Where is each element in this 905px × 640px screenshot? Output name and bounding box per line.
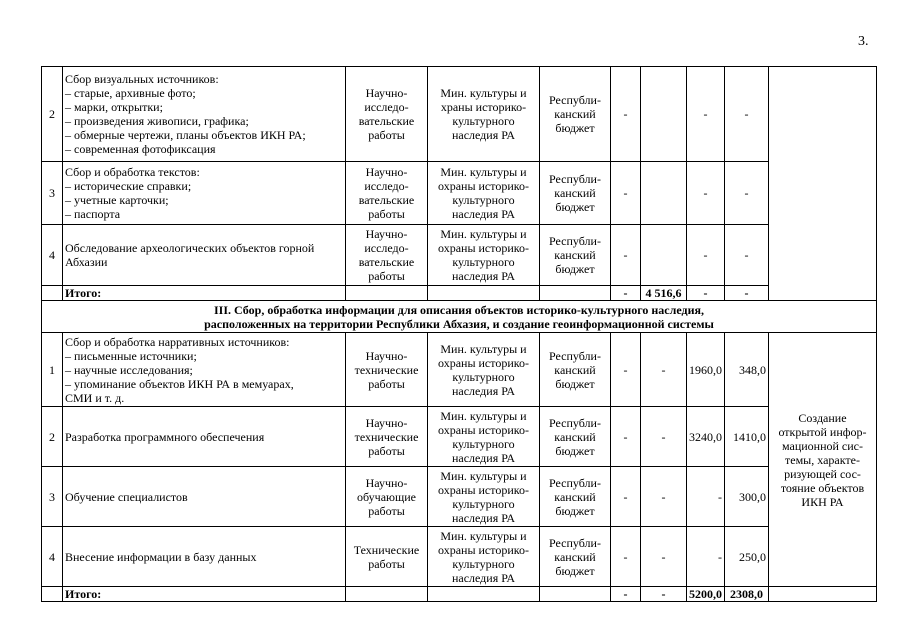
text-line: вательские [358, 255, 415, 269]
text-line: наследия РА [451, 570, 516, 585]
funding-source [540, 162, 611, 225]
value-cell: - [611, 67, 641, 162]
total-value: - [687, 286, 725, 301]
text-line: культурного [452, 255, 515, 269]
text-line: III. Сбор, обработка информации для описания объектов историко-культурного наследия, [213, 302, 705, 317]
text-line: – обмерные чертежи, планы объектов ИКН РА; [65, 128, 306, 142]
empty-cell [346, 587, 428, 602]
text-line: наследия РА [451, 510, 516, 525]
text-line: Абхазии [65, 255, 108, 269]
table-row [42, 162, 877, 225]
empty-cell [769, 587, 877, 602]
executor [428, 333, 540, 407]
text-line: наследия РА [451, 128, 516, 142]
text-line: бюджет [555, 563, 595, 578]
activity-description [63, 527, 346, 587]
value-cell: 3240,0 [687, 407, 725, 467]
text-line: Мин. культуры и [440, 165, 527, 179]
funding-source [540, 333, 611, 407]
text-line: тояние объектов [780, 480, 865, 495]
text-line: охраны историко- [438, 355, 529, 370]
text-line: работы [368, 503, 405, 518]
value-cell: - [687, 467, 725, 527]
text-line: работы [368, 269, 405, 283]
value-cell: 300,0 [725, 467, 769, 527]
text-line: темы, характе- [785, 452, 860, 467]
empty-cell [42, 587, 63, 602]
text-line: культурного [452, 556, 515, 571]
row-number: 2 [42, 407, 63, 467]
text-line: Создание [798, 410, 847, 425]
work-type [346, 527, 428, 587]
text-line: Обучение специалистов [65, 489, 188, 504]
program-table [41, 66, 877, 602]
text-line: Мин. культуры и [440, 341, 527, 356]
row-number: 3 [42, 162, 63, 225]
value-cell: - [611, 407, 641, 467]
text-line: расположенных на территории Республики Абхазия, и создание геоинформационной системы [204, 316, 714, 331]
text-line: исследо- [364, 241, 409, 255]
text-line: – современная фотофиксация [65, 142, 216, 156]
table-row [42, 407, 877, 467]
text-line: охраны историко- [438, 241, 529, 255]
total-value: 2308,0 [725, 587, 769, 602]
value-cell: 348,0 [725, 333, 769, 407]
total-value: 5200,0 [687, 587, 725, 602]
work-type [346, 467, 428, 527]
activity-description [63, 225, 346, 286]
text-line: Научно- [365, 227, 408, 241]
text-line: канский [554, 107, 596, 121]
table-row [42, 225, 877, 286]
work-type [346, 225, 428, 286]
text-line: открытой инфор- [778, 424, 867, 439]
text-line: – учетные карточки; [65, 193, 169, 207]
text-line: охраны историко- [438, 422, 529, 437]
text-line: Республи- [549, 93, 601, 107]
text-line: охраны историко- [438, 179, 529, 193]
activity-description [63, 162, 346, 225]
text-line: Сбор и обработка текстов: [65, 165, 200, 179]
empty-cell [346, 286, 428, 301]
text-line: Республи- [549, 475, 601, 490]
total-value: 4 516,6 [641, 286, 687, 301]
text-line: Мин. культуры и [440, 468, 527, 483]
activity-description [63, 467, 346, 527]
activity-description [63, 333, 346, 407]
funding-source [540, 225, 611, 286]
total-value: - [641, 587, 687, 602]
table-row [42, 67, 877, 162]
value-cell: - [725, 225, 769, 286]
value-cell [641, 225, 687, 286]
work-type [346, 407, 428, 467]
value-cell: - [725, 67, 769, 162]
text-line: канский [554, 549, 596, 564]
text-line: Мин. культуры и [440, 86, 527, 100]
value-cell: - [611, 225, 641, 286]
text-line: бюджет [555, 200, 595, 214]
text-line: работы [368, 556, 405, 571]
text-line: вательские [358, 114, 415, 128]
text-line: технические [354, 429, 419, 444]
text-line: исследо- [364, 100, 409, 114]
text-line: храны историко- [440, 100, 527, 114]
text-line: – марки, открытки; [65, 100, 163, 114]
funding-source [540, 467, 611, 527]
activity-description [63, 407, 346, 467]
total-value: - [611, 286, 641, 301]
value-cell: - [611, 467, 641, 527]
table-row [42, 333, 877, 407]
text-line: бюджет [555, 503, 595, 518]
value-cell: - [687, 67, 725, 162]
empty-cell [428, 587, 540, 602]
text-line: Мин. культуры и [440, 528, 527, 543]
empty-cell [42, 286, 63, 301]
text-line: культурного [452, 193, 515, 207]
total-value: - [725, 286, 769, 301]
text-line: охраны историко- [438, 482, 529, 497]
value-cell [641, 162, 687, 225]
result-cell [769, 67, 877, 301]
text-line: технические [354, 362, 419, 377]
row-number: 1 [42, 333, 63, 407]
value-cell: - [641, 407, 687, 467]
text-line: культурного [452, 369, 515, 384]
table-row [42, 467, 877, 527]
text-line: работы [368, 376, 405, 391]
value-cell: - [611, 162, 641, 225]
text-line: Внесение информации в базу данных [65, 549, 257, 564]
activity-description [63, 67, 346, 162]
value-cell: - [641, 467, 687, 527]
empty-cell [540, 587, 611, 602]
executor [428, 162, 540, 225]
text-line: – паспорта [65, 207, 121, 221]
text-line: – письменные источники; [65, 348, 197, 363]
text-line: бюджет [555, 121, 595, 135]
total-row [42, 286, 877, 301]
text-line: культурного [452, 496, 515, 511]
text-line: канский [554, 186, 596, 200]
section-header-row [42, 301, 877, 333]
executor [428, 467, 540, 527]
page-number: 3. [858, 34, 869, 49]
value-cell: 1960,0 [687, 333, 725, 407]
value-cell: - [725, 162, 769, 225]
total-label: Итого: [63, 286, 346, 301]
value-cell: - [687, 527, 725, 587]
row-number: 3 [42, 467, 63, 527]
text-line: Республи- [549, 535, 601, 550]
value-cell: 1410,0 [725, 407, 769, 467]
text-line: Мин. культуры и [440, 227, 527, 241]
text-line: Научно- [365, 165, 408, 179]
total-value: - [611, 587, 641, 602]
funding-source [540, 67, 611, 162]
value-cell: - [641, 527, 687, 587]
text-line: Научно- [365, 348, 408, 363]
value-cell: 250,0 [725, 527, 769, 587]
text-line: – научные исследования; [65, 362, 193, 377]
text-line: бюджет [555, 262, 595, 276]
text-line: канский [554, 489, 596, 504]
row-number: 4 [42, 225, 63, 286]
text-line: вательские [358, 193, 415, 207]
text-line: Разработка программного обеспечения [65, 429, 265, 444]
funding-source [540, 407, 611, 467]
empty-cell [428, 286, 540, 301]
text-line: СМИ и т. д. [65, 390, 125, 405]
text-line: Научно- [365, 86, 408, 100]
text-line: работы [368, 207, 405, 221]
text-line: – старые, архивные фото; [65, 86, 196, 100]
work-type [346, 67, 428, 162]
text-line: Научно- [365, 415, 408, 430]
work-type [346, 333, 428, 407]
text-line: Республи- [549, 348, 601, 363]
text-line: наследия РА [451, 269, 516, 283]
text-line: ИКН РА [801, 494, 844, 509]
text-line: наследия РА [451, 207, 516, 221]
value-cell [641, 67, 687, 162]
row-number: 2 [42, 67, 63, 162]
text-line: наследия РА [451, 383, 516, 398]
text-line: – исторические справки; [65, 179, 192, 193]
text-line: канский [554, 362, 596, 377]
text-line: обучающие [357, 489, 416, 504]
text-line: – упоминание объектов ИКН РА в мемуарах, [65, 376, 294, 391]
text-line: Технические [353, 542, 420, 557]
value-cell: - [687, 162, 725, 225]
text-line: мационной сис- [781, 438, 864, 453]
text-line: работы [368, 443, 405, 458]
total-row [42, 587, 877, 602]
text-line: ризующей сос- [784, 466, 861, 481]
table-row [42, 527, 877, 587]
text-line: охраны историко- [438, 542, 529, 557]
text-line: Мин. культуры и [440, 408, 527, 423]
funding-source [540, 527, 611, 587]
section-title [42, 301, 877, 333]
executor [428, 407, 540, 467]
text-line: бюджет [555, 443, 595, 458]
text-line: Республи- [549, 234, 601, 248]
total-label: Итого: [63, 587, 346, 602]
text-line: исследо- [364, 179, 409, 193]
text-line: культурного [452, 114, 515, 128]
empty-cell [540, 286, 611, 301]
text-line: Обследование археологических объектов горной [65, 241, 315, 255]
text-line: Сбор и обработка нарративных источников: [65, 334, 290, 349]
text-line: Республи- [549, 172, 601, 186]
value-cell: - [641, 333, 687, 407]
value-cell: - [611, 333, 641, 407]
row-number: 4 [42, 527, 63, 587]
text-line: культурного [452, 436, 515, 451]
result-cell [769, 333, 877, 587]
text-line: Сбор визуальных источников: [65, 72, 219, 86]
executor [428, 527, 540, 587]
text-line: канский [554, 248, 596, 262]
text-line: Республи- [549, 415, 601, 430]
text-line: – произведения живописи, графика; [65, 114, 249, 128]
text-line: работы [368, 128, 405, 142]
text-line: бюджет [555, 376, 595, 391]
value-cell: - [687, 225, 725, 286]
text-line: Научно- [365, 475, 408, 490]
executor [428, 67, 540, 162]
value-cell: - [611, 527, 641, 587]
work-type [346, 162, 428, 225]
text-line: канский [554, 429, 596, 444]
text-line: наследия РА [451, 450, 516, 465]
executor [428, 225, 540, 286]
